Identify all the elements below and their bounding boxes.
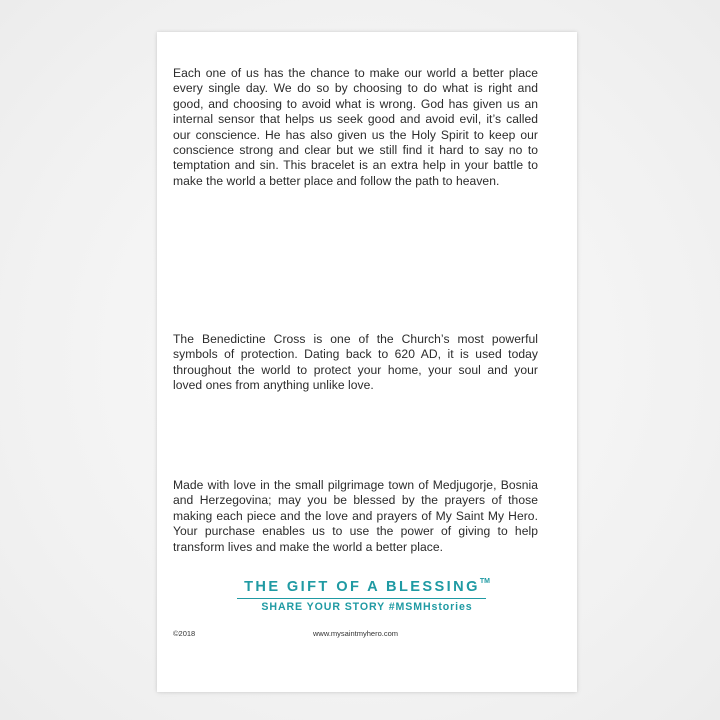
share-your-story-line: SHARE YOUR STORY #MSMHstories: [261, 601, 473, 613]
tagline-text: THE GIFT OF A BLESSING: [244, 579, 480, 595]
tagline-divider: [237, 598, 486, 599]
intro-paragraph: Each one of us has the chance to make our world a better place every single day. We do so by choosing to do what is right and good, and choosing to avoid what is wrong. God has given us an internal sensor that helps us seek good and avoid evil, it’s called our conscience. He has also given us the Holy Spirit to keep our conscience strong and clear but we still find it hard to say no to temptation and sin. This bracelet is an extra help in your battle to make the world a better place and follow the path to heaven.: [173, 66, 538, 188]
printed-card: [157, 32, 577, 692]
origin-paragraph: Made with love in the small pilgrimage town of Medjugorje, Bosnia and Herzegovina; may you be blessed by the prayers of those making each piece and the love and prayers of My Saint My Hero. Your purchase enables us to use the power of giving to help transform lives and make the world a better place.: [173, 478, 538, 554]
copyright-notice: ©2018: [173, 629, 196, 638]
trademark-mark: TM: [479, 578, 490, 585]
website-url: www.mysaintmyhero.com: [313, 629, 399, 638]
gift-of-a-blessing-tagline: [157, 579, 577, 595]
benedictine-cross-paragraph: The Benedictine Cross is one of the Church’s most powerful symbols of protection. Dating back to 620 AD, it is used today throughout the world to protect your home, your soul and your loved ones from anything unlike love.: [173, 332, 538, 393]
